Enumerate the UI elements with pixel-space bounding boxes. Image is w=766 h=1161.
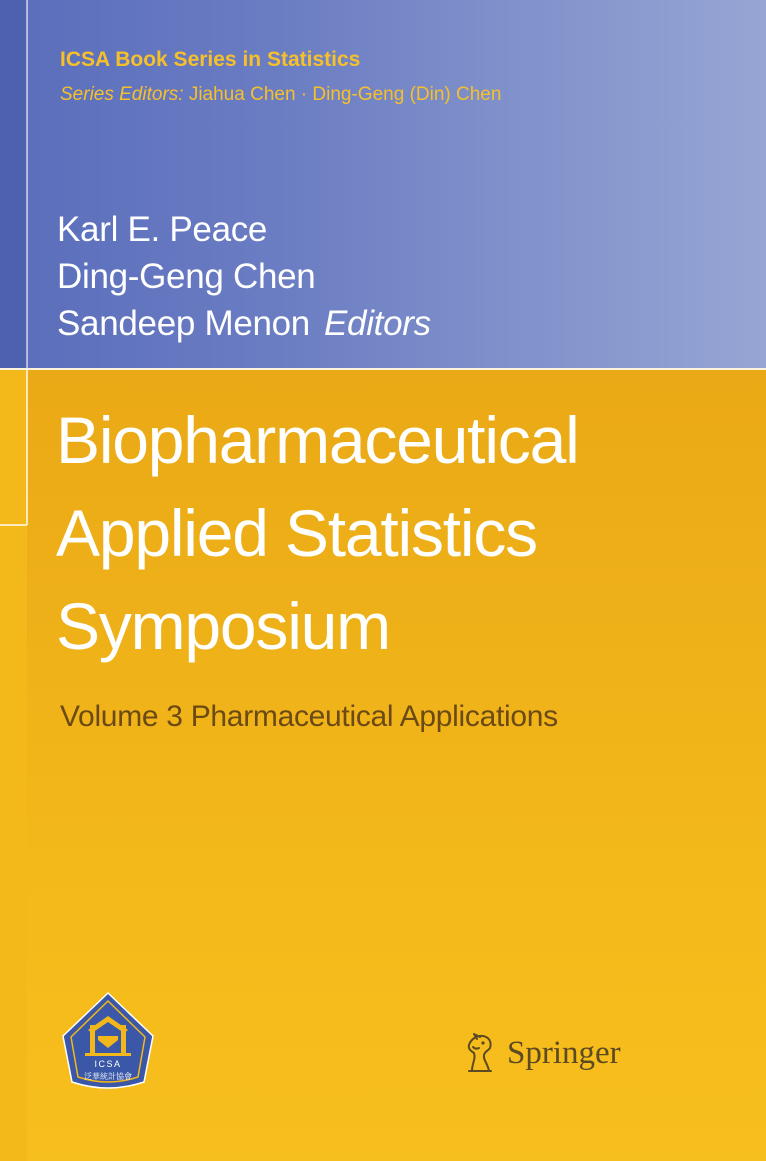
book-title-line-1: Biopharmaceutical — [56, 403, 579, 477]
icsa-logo-text: ICSA — [94, 1059, 122, 1069]
bottom-band-edge — [0, 370, 27, 1161]
book-title-line-3: Symposium — [56, 589, 390, 663]
series-editors-label: Series Editors: — [60, 84, 184, 105]
editors-role: Editors — [323, 304, 431, 343]
springer-logo — [459, 1028, 621, 1078]
editor-name-3-text: Sandeep Menon — [57, 304, 310, 343]
book-subtitle: Volume 3 Pharmaceutical Applications — [60, 700, 558, 733]
springer-horse-icon — [459, 1031, 501, 1075]
book-title-line-2: Applied Statistics — [56, 496, 537, 570]
yellow-vertical-line — [26, 370, 28, 525]
springer-wordmark: Springer — [507, 1034, 621, 1071]
editor-name-2: Ding-Geng Chen — [57, 257, 316, 296]
icsa-logo-chinese-text: 泛華統計協會 — [84, 1072, 132, 1081]
band-vertical-line — [26, 0, 28, 368]
book-title — [56, 394, 579, 673]
top-band-edge — [0, 0, 27, 368]
editor-name-1: Karl E. Peace — [57, 210, 268, 249]
yellow-tick-line — [0, 524, 27, 526]
editor-name-3 — [57, 304, 431, 344]
icsa-logo — [60, 990, 156, 1094]
series-editors-names: Jiahua Chen · Ding-Geng (Din) Chen — [188, 84, 502, 105]
series-title: ICSA Book Series in Statistics — [60, 48, 361, 71]
horizontal-divider — [0, 368, 766, 370]
series-editors — [60, 84, 501, 106]
